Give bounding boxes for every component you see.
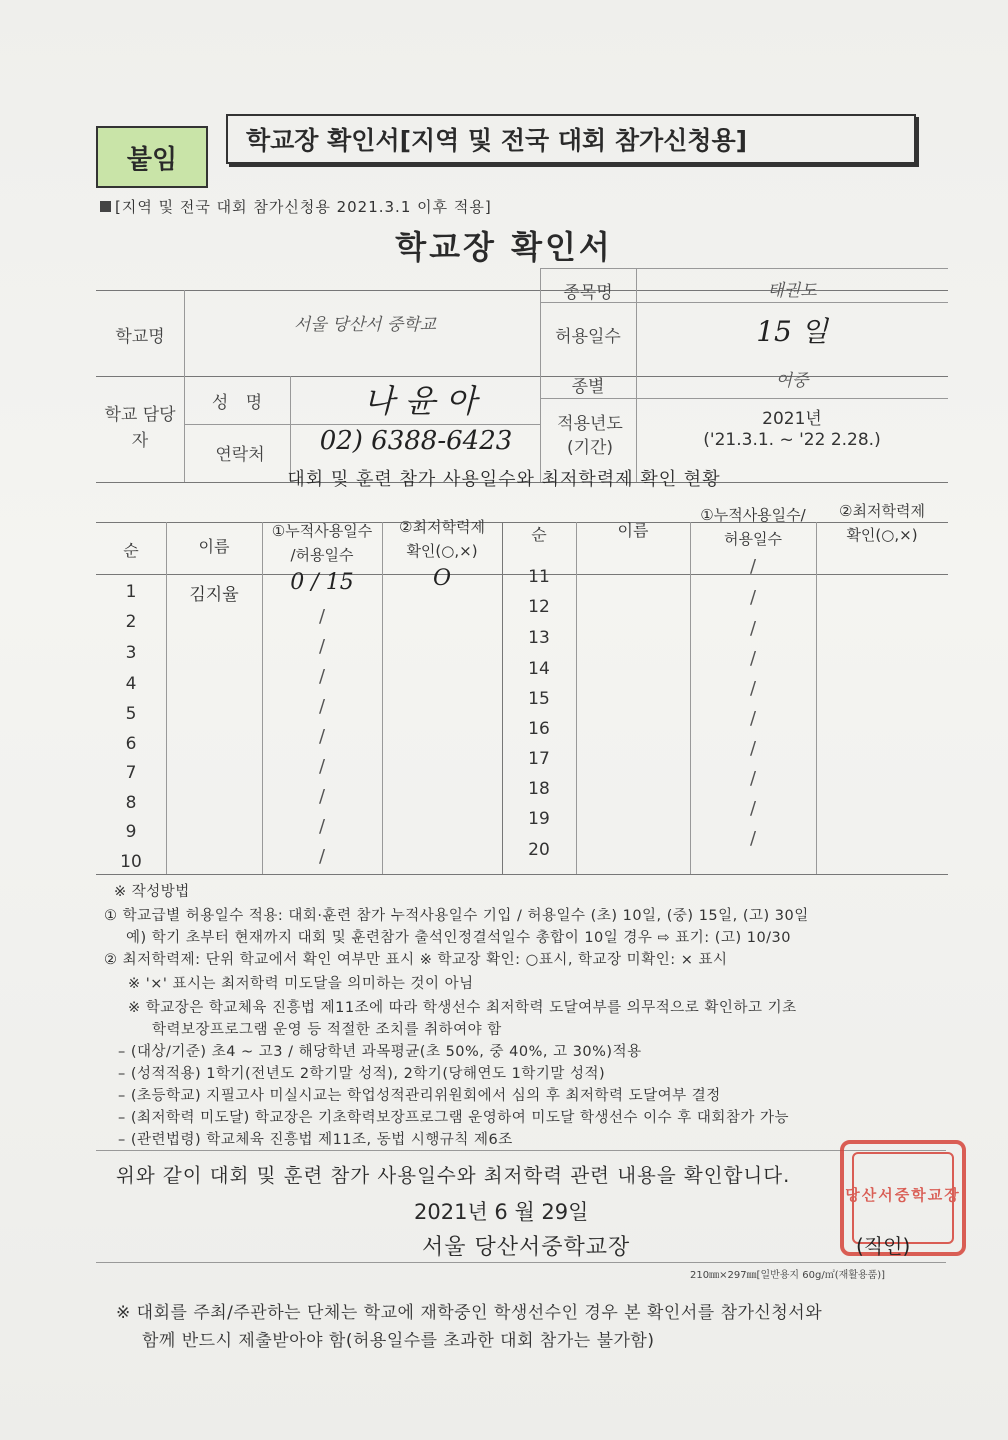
allowed-days-value: 15 일 — [756, 315, 828, 348]
row-check: O — [432, 566, 452, 591]
header-no-right: 순 — [531, 525, 547, 544]
square-bullet-icon — [100, 201, 111, 212]
row-no: 2 — [125, 612, 137, 632]
usage-vline-7 — [816, 522, 817, 874]
row-no: 16 — [528, 719, 550, 739]
header-days-left-1: ①누적사용일수 — [271, 522, 373, 540]
name-label: 성 명 — [211, 393, 269, 413]
info-vline-1 — [184, 290, 185, 482]
row-days: / — [749, 648, 757, 669]
category-value: 여중 — [775, 371, 809, 391]
header-check-left-1: ②최저학력제 — [399, 518, 485, 536]
period-year: 2021년 — [762, 409, 822, 429]
usage-vline-5 — [576, 522, 577, 874]
contact-value: 02) 6388-6423 — [319, 426, 513, 456]
row-days: / — [318, 816, 326, 837]
usage-table-top-line — [96, 522, 948, 523]
header-name-left: 이름 — [198, 537, 230, 556]
usage-vline-1 — [166, 522, 167, 874]
row-no: 1 — [125, 582, 137, 602]
row-days: / — [318, 636, 326, 657]
footnote-line-1: ※ 대회를 주최/주관하는 단체는 학교에 재학중인 학생선수인 경우 본 확인서를 참가신청서와 — [116, 1303, 823, 1323]
row-days: / — [749, 768, 757, 789]
row-name: 김지율 — [189, 585, 239, 605]
event-value: 태권도 — [767, 281, 817, 301]
row-no: 6 — [125, 734, 137, 754]
note-line: – (관련법령) 학교체육 진흥법 제11조, 동법 시행규칙 제6조 — [118, 1132, 513, 1148]
row-no: 11 — [528, 567, 550, 587]
row-no: 15 — [528, 689, 550, 709]
header-check-right-2: 확인(○,×) — [846, 526, 918, 544]
header-days-right-2: 허용일수 — [724, 530, 782, 548]
seal-label: (직인) — [856, 1234, 911, 1258]
row-days: / — [318, 756, 326, 777]
row-no: 19 — [528, 809, 550, 829]
form-version-note: [지역 및 전국 대회 참가신청용 2021.3.1 이후 적용] — [100, 196, 492, 217]
info-line-category — [540, 398, 948, 399]
row-days: 0 / 15 — [290, 570, 354, 595]
note-line: 학력보장프로그램 운영 등 적절한 조치를 취하여야 함 — [152, 1022, 502, 1038]
contact-label: 연락처 — [215, 445, 265, 465]
info-line-name — [185, 424, 540, 425]
row-no: 8 — [125, 793, 137, 813]
confirmation-date: 2021년 6 월 29일 — [414, 1200, 589, 1224]
note-line: ② 최저학력제: 단위 학교에서 확인 여부만 표시 ※ 학교장 확인: ○표시, 학교장 미확인: × 표시 — [104, 952, 728, 968]
info-top-line-right — [540, 268, 948, 269]
seal-text: 당산서중학교장 — [845, 1186, 961, 1204]
header-days-right-1: ①누적사용일수/ — [700, 506, 806, 524]
note-line: ※ 작성방법 — [114, 884, 190, 900]
row-days: / — [318, 696, 326, 717]
row-no: 5 — [125, 704, 137, 724]
attachment-tag: 붙임 — [96, 126, 208, 188]
row-no: 14 — [528, 659, 550, 679]
category-label: 종별 — [571, 377, 605, 397]
row-no: 4 — [125, 674, 137, 694]
row-days: / — [749, 708, 757, 729]
header-days-left-2: /허용일수 — [290, 546, 354, 564]
note-line: ※ 학교장은 학교체육 진흥법 제11조에 따라 학생선수 최저학력 도달여부를 의무적으로 확인하고 기초 — [128, 1000, 797, 1016]
signature-divider — [96, 1262, 946, 1263]
row-days: / — [749, 556, 757, 577]
row-days: / — [749, 587, 757, 608]
principal-name: 서울 당산서중학교장 — [422, 1235, 631, 1260]
row-days: / — [318, 726, 326, 747]
note-line: – (대상/기준) 초4 ~ 고3 / 해당학년 과목평균(초 50%, 중 40%, 고 30%)적용 — [118, 1044, 642, 1060]
row-days: / — [318, 606, 326, 627]
note-line: – (최저학력 미도달) 학교장은 기초학력보장프로그램 운영하여 미도달 학생선수 이수 후 대회참가 가능 — [118, 1110, 790, 1126]
note-line: ① 학교급별 허용일수 적용: 대회·훈련 참가 누적사용일수 기입 / 허용일수 (초) 10일, (중) 15일, (고) 30일 — [104, 908, 809, 924]
row-no: 17 — [528, 749, 550, 769]
row-no: 9 — [125, 822, 137, 842]
notes-divider — [96, 1150, 946, 1151]
row-days: / — [749, 678, 757, 699]
paper-spec: 210㎜×297㎜[일반용지 60g/㎡(재활용품)] — [690, 1270, 886, 1281]
usage-table-title: 대회 및 훈련 참가 사용일수와 최저학력제 확인 현황 — [287, 469, 721, 490]
note-line: – (성적적용) 1학기(전년도 2학기말 성적), 2학기(당해연도 1학기말 성적) — [118, 1066, 606, 1082]
row-no: 3 — [125, 643, 137, 663]
row-no: 20 — [528, 840, 550, 860]
form-title-box: 학교장 확인서[지역 및 전국 대회 참가신청용] — [226, 114, 916, 164]
header-name-right: 이름 — [617, 521, 649, 540]
staff-label: 학교 담당자 — [104, 405, 176, 451]
row-days: / — [749, 618, 757, 639]
row-days: / — [318, 786, 326, 807]
period-range: ('21.3.1. ~ '22 2.28.) — [703, 430, 881, 450]
row-days: / — [749, 738, 757, 759]
row-no: 12 — [528, 597, 550, 617]
header-check-right-1: ②최저학력제 — [839, 502, 925, 520]
note-line: ※ '×' 표시는 최저학력 미도달을 의미하는 것이 아님 — [128, 976, 474, 992]
row-no: 7 — [125, 763, 137, 783]
row-days: / — [318, 666, 326, 687]
period-label: 적용년도 (기간) — [557, 414, 623, 458]
allowed-days-label: 허용일수 — [555, 327, 621, 347]
confirmation-statement: 위와 같이 대회 및 훈련 참가 사용일수와 최저학력 관련 내용을 확인합니다. — [116, 1164, 791, 1187]
school-label: 학교명 — [115, 327, 165, 347]
note-line: – (초등학교) 지필고사 미실시교는 학업성적관리위원회에서 심의 후 최저학력 도달여부 결정 — [118, 1088, 721, 1104]
row-days: / — [749, 798, 757, 819]
header-no-left: 순 — [123, 541, 139, 560]
header-check-left-2: 확인(○,×) — [406, 542, 478, 560]
row-days: / — [318, 846, 326, 867]
school-value: 서울 당산서 중학교 — [293, 315, 437, 335]
event-label: 종목명 — [563, 283, 613, 303]
row-no: 18 — [528, 779, 550, 799]
name-value: 나 윤 아 — [363, 382, 477, 420]
row-no: 10 — [120, 852, 142, 872]
row-no: 13 — [528, 628, 550, 648]
note-line: 예) 학기 초부터 현재까지 대회 및 훈련참가 출석인정결석일수 총합이 10일 경우 ⇨ 표기: (고) 10/30 — [126, 930, 792, 946]
usage-table-bottom-line — [96, 874, 948, 875]
footnote-line-2: 함께 반드시 제출받아야 함(허용일수를 초과한 대회 참가는 불가함) — [142, 1331, 655, 1351]
main-title: 학교장 확인서 — [395, 228, 613, 266]
row-days: / — [749, 828, 757, 849]
